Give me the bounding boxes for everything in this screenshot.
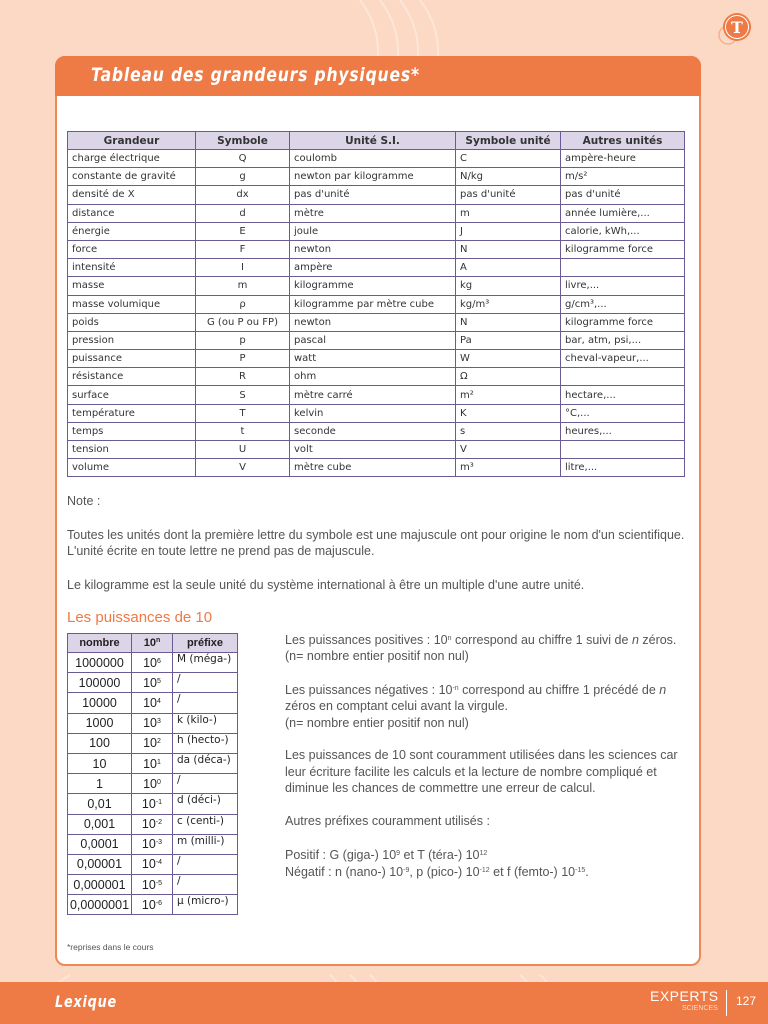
table-row: [68, 774, 238, 794]
usage-text: Les puissances de 10 sont couramment utilisées dans les sciences car leur écriture facilite les calculs et la lecture de nombre compliqué et diminue les chances de commettre une erreur de calcul.: [285, 748, 678, 796]
powers-table: [67, 633, 238, 915]
table-row: [68, 277, 685, 295]
table-cell: poids: [68, 313, 196, 331]
other-prefixes-label: Autres préfixes couramment utilisés :: [285, 813, 490, 828]
table-cell: pascal: [290, 331, 456, 349]
nombre-cell: 100: [68, 733, 132, 753]
power-cell: $10^{-3}$: [132, 834, 173, 854]
table-cell: U: [196, 441, 290, 459]
prefix-cell: μ (micro-): [173, 895, 238, 915]
table-cell: C: [456, 150, 561, 168]
table-cell: coulomb: [290, 150, 456, 168]
table-cell: P: [196, 350, 290, 368]
column-header: Symbole: [196, 132, 290, 150]
table-cell: constante de gravité: [68, 168, 196, 186]
table-cell: N: [456, 313, 561, 331]
table-cell: surface: [68, 386, 196, 404]
table-cell: E: [196, 222, 290, 240]
table-cell: newton: [290, 313, 456, 331]
prefix-cell: k (kilo-): [173, 713, 238, 733]
table-cell: énergie: [68, 222, 196, 240]
prefix-cell: h (hecto-): [173, 733, 238, 753]
negative-powers-text: Les puissances négatives : $10^{-n}$ correspond au chiffre 1 précédé de n zéros en comptant celui avant la virgule. (n= nombre entier positif non nul): [285, 683, 667, 730]
table-cell: kilogramme par mètre cube: [290, 295, 456, 313]
table-cell: temps: [68, 422, 196, 440]
table-cell: s: [456, 422, 561, 440]
table-cell: d: [196, 204, 290, 222]
prefix-cell: c (centi-): [173, 814, 238, 834]
table-cell: kilogramme force: [561, 240, 685, 258]
table-cell: [561, 259, 685, 277]
table-cell: W: [456, 350, 561, 368]
prefix-cell: m (milli-): [173, 834, 238, 854]
table-cell: G (ou P ou FP): [196, 313, 290, 331]
nombre-cell: 1000: [68, 713, 132, 733]
table-cell: m: [456, 204, 561, 222]
table-row: [68, 459, 685, 477]
nombre-cell: 0,00001: [68, 854, 132, 874]
table-cell: V: [196, 459, 290, 477]
table-row: [68, 422, 685, 440]
table-cell: mètre cube: [290, 459, 456, 477]
table-cell: dx: [196, 186, 290, 204]
table-row: [68, 259, 685, 277]
prefix-cell: /: [173, 673, 238, 693]
table-cell: kilogramme force: [561, 313, 685, 331]
table-cell: densité de X: [68, 186, 196, 204]
powers-explanation: [285, 631, 695, 897]
table-cell: g/cm³,...: [561, 295, 685, 313]
table-cell: volt: [290, 441, 456, 459]
table-cell: volume: [68, 459, 196, 477]
table-cell: m²: [456, 386, 561, 404]
table-cell: livre,...: [561, 277, 685, 295]
table-header-row: [68, 132, 685, 150]
table-cell: kelvin: [290, 404, 456, 422]
nombre-cell: 1000000: [68, 653, 132, 673]
power-cell: $10^{-6}$: [132, 895, 173, 915]
positive-powers-text: Les puissances positives : 10$^n$ correspond au chiffre 1 suivi de n zéros. (n= nombre entier positif non nul): [285, 633, 677, 664]
table-row: [68, 350, 685, 368]
table-cell: heures,...: [561, 422, 685, 440]
table-header-row: [68, 634, 238, 653]
table-cell: mètre: [290, 204, 456, 222]
power-cell: $10^4$: [132, 693, 173, 713]
power-cell: $10^6$: [132, 653, 173, 673]
prefix-cell: da (déca-): [173, 753, 238, 773]
table-row: [68, 854, 238, 874]
table-row: [68, 150, 685, 168]
column-header: préfixe: [173, 634, 238, 653]
prefix-cell: /: [173, 774, 238, 794]
page-title: Tableau des grandeurs physiques*: [91, 64, 420, 86]
table-cell: mètre carré: [290, 386, 456, 404]
card-header: [55, 56, 701, 96]
table-cell: résistance: [68, 368, 196, 386]
table-row: [68, 733, 238, 753]
column-header: Unité S.I.: [290, 132, 456, 150]
table-cell: F: [196, 240, 290, 258]
theme-badge: [716, 10, 754, 48]
table-row: [68, 240, 685, 258]
prefix-cell: M (méga-): [173, 653, 238, 673]
power-cell: $10^1$: [132, 753, 173, 773]
badge-letter: T: [731, 18, 743, 37]
table-cell: pas d'unité: [456, 186, 561, 204]
table-cell: tension: [68, 441, 196, 459]
nombre-cell: 0,001: [68, 814, 132, 834]
table-cell: pas d'unité: [290, 186, 456, 204]
table-cell: kg/m³: [456, 295, 561, 313]
table-row: [68, 794, 238, 814]
table-cell: m/s²: [561, 168, 685, 186]
table-row: [68, 222, 685, 240]
power-cell: $10^0$: [132, 774, 173, 794]
power-cell: $10^2$: [132, 733, 173, 753]
table-cell: T: [196, 404, 290, 422]
table-cell: t: [196, 422, 290, 440]
table-cell: litre,...: [561, 459, 685, 477]
table-cell: [561, 368, 685, 386]
nombre-cell: 0,01: [68, 794, 132, 814]
table-cell: ρ: [196, 295, 290, 313]
prefix-cell: /: [173, 875, 238, 895]
table-cell: N: [456, 240, 561, 258]
divider: [726, 990, 727, 1016]
table-cell: I: [196, 259, 290, 277]
column-header: nombre: [68, 634, 132, 653]
column-header: Autres unités: [561, 132, 685, 150]
nombre-cell: 0,0000001: [68, 895, 132, 915]
table-row: [68, 204, 685, 222]
column-header: Symbole unité: [456, 132, 561, 150]
footer-bar: [0, 982, 768, 1024]
prefix-cell: d (déci-): [173, 794, 238, 814]
table-row: [68, 653, 238, 673]
page-number: 127: [736, 994, 757, 1008]
table-row: [68, 386, 685, 404]
table-cell: intensité: [68, 259, 196, 277]
table-cell: ampère-heure: [561, 150, 685, 168]
table-cell: m: [196, 277, 290, 295]
table-cell: J: [456, 222, 561, 240]
table-cell: p: [196, 331, 290, 349]
lightbulb-icon: [716, 10, 754, 48]
table-cell: m³: [456, 459, 561, 477]
table-row: [68, 875, 238, 895]
table-cell: distance: [68, 204, 196, 222]
nombre-cell: 0,0001: [68, 834, 132, 854]
column-header: Grandeur: [68, 132, 196, 150]
table-cell: cheval-vapeur,...: [561, 350, 685, 368]
nombre-cell: 10: [68, 753, 132, 773]
table-cell: [561, 441, 685, 459]
table-cell: masse volumique: [68, 295, 196, 313]
table-row: [68, 313, 685, 331]
table-row: [68, 295, 685, 313]
section-name: Lexique: [55, 992, 118, 1011]
table-row: [68, 404, 685, 422]
table-cell: pression: [68, 331, 196, 349]
nombre-cell: 10000: [68, 693, 132, 713]
table-cell: ampère: [290, 259, 456, 277]
table-row: [68, 814, 238, 834]
table-cell: kg: [456, 277, 561, 295]
nombre-cell: 1: [68, 774, 132, 794]
grandeurs-table: [67, 131, 685, 477]
note-block: [67, 493, 687, 610]
table-cell: g: [196, 168, 290, 186]
note-paragraph: Le kilogramme est la seule unité du système international à être un multiple d'une autre unité.: [67, 577, 585, 592]
prefix-cell: /: [173, 854, 238, 874]
table-cell: R: [196, 368, 290, 386]
power-cell: $10^{-2}$: [132, 814, 173, 834]
power-cell: $10^{-5}$: [132, 875, 173, 895]
other-prefixes-list: Positif : G (giga-) $10^9$ et T (téra-) $10^{12}$ Négatif : n (nano-) $10^{-9}$, p (pico-) $10^{-12}$ et f (femto-) $10^{-15}$.: [285, 847, 589, 879]
table-cell: année lumière,...: [561, 204, 685, 222]
column-header: 10$^n$: [132, 634, 173, 653]
table-cell: watt: [290, 350, 456, 368]
table-cell: Pa: [456, 331, 561, 349]
table-row: [68, 368, 685, 386]
table-cell: V: [456, 441, 561, 459]
note-label: Note :: [67, 494, 101, 508]
footnote: *reprises dans le cours: [67, 942, 154, 952]
table-row: [68, 331, 685, 349]
table-cell: Ω: [456, 368, 561, 386]
table-cell: pas d'unité: [561, 186, 685, 204]
table-cell: ohm: [290, 368, 456, 386]
table-cell: S: [196, 386, 290, 404]
table-row: [68, 693, 238, 713]
power-cell: $10^{-1}$: [132, 794, 173, 814]
note-paragraph: Toutes les unités dont la première lettre du symbole est une majuscule ont pour origine le nom d'un scientifique. L'unité écrite en toute lettre ne prend pas de majuscule.: [67, 527, 685, 558]
prefix-cell: /: [173, 693, 238, 713]
brand-logo: EXPERTS: [650, 988, 719, 1004]
table-cell: joule: [290, 222, 456, 240]
table-row: [68, 895, 238, 915]
table-cell: bar, atm, psi,...: [561, 331, 685, 349]
table-cell: hectare,...: [561, 386, 685, 404]
table-row: [68, 441, 685, 459]
table-cell: N/kg: [456, 168, 561, 186]
table-cell: kilogramme: [290, 277, 456, 295]
table-row: [68, 673, 238, 693]
brand-subtitle: SCIENCES: [682, 1005, 718, 1012]
table-cell: Q: [196, 150, 290, 168]
table-cell: °C,...: [561, 404, 685, 422]
table-row: [68, 168, 685, 186]
nombre-cell: 100000: [68, 673, 132, 693]
table-row: [68, 713, 238, 733]
table-cell: newton par kilogramme: [290, 168, 456, 186]
power-cell: $10^5$: [132, 673, 173, 693]
power-cell: $10^{-4}$: [132, 854, 173, 874]
section-title: Les puissances de 10: [67, 609, 213, 626]
table-cell: A: [456, 259, 561, 277]
table-cell: force: [68, 240, 196, 258]
content-card: [55, 56, 701, 966]
table-cell: K: [456, 404, 561, 422]
table-cell: température: [68, 404, 196, 422]
table-row: [68, 753, 238, 773]
power-cell: $10^3$: [132, 713, 173, 733]
table-cell: charge électrique: [68, 150, 196, 168]
table-cell: seconde: [290, 422, 456, 440]
table-cell: masse: [68, 277, 196, 295]
table-row: [68, 834, 238, 854]
table-cell: newton: [290, 240, 456, 258]
table-cell: calorie, kWh,...: [561, 222, 685, 240]
nombre-cell: 0,000001: [68, 875, 132, 895]
table-cell: puissance: [68, 350, 196, 368]
table-row: [68, 186, 685, 204]
